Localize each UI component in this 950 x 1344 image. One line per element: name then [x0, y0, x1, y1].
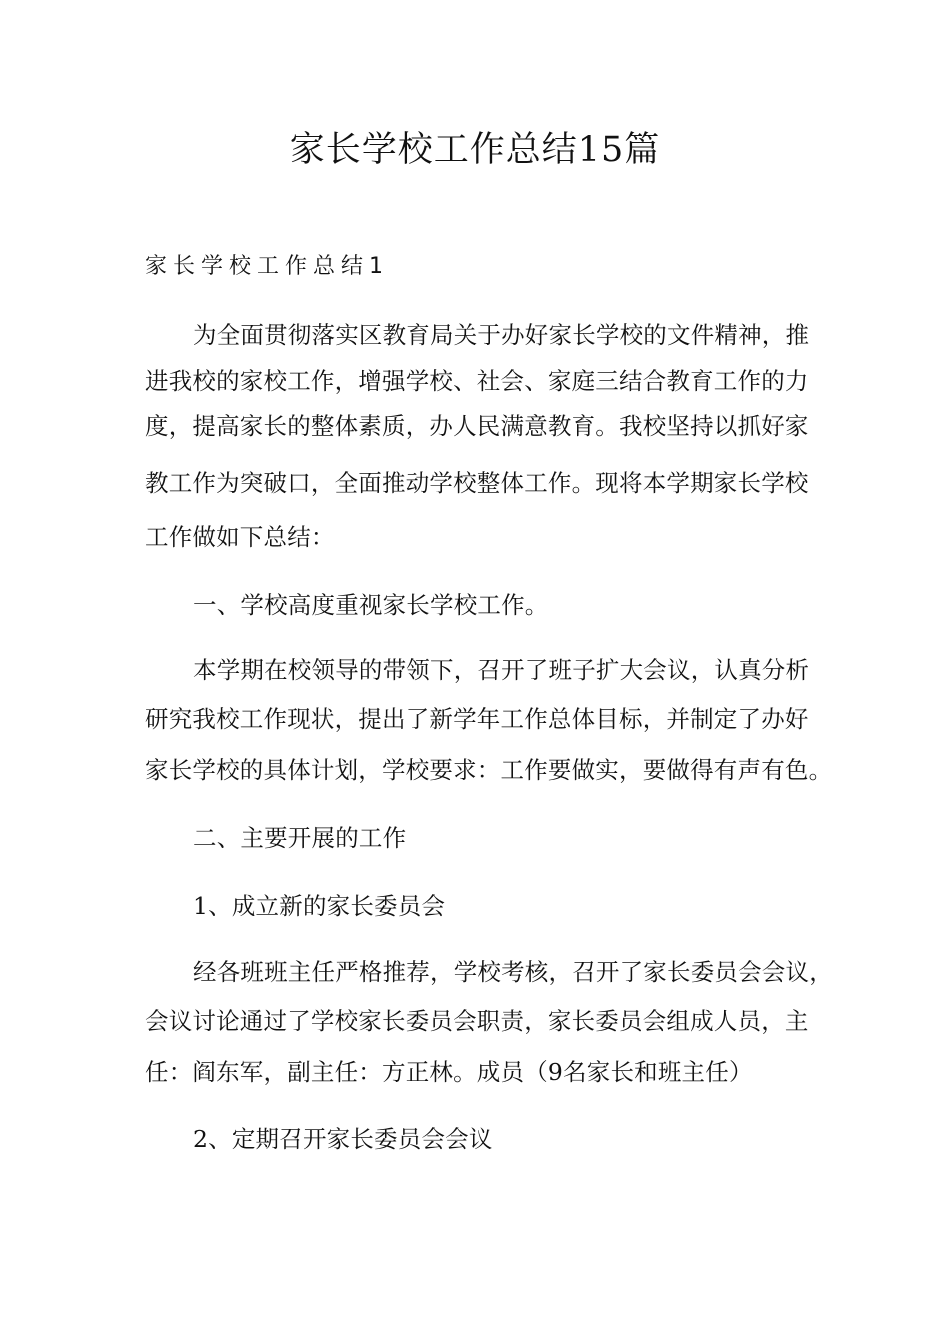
paragraph-line: 教工作为突破口，全面推动学校整体工作。现将本学期家长学校 [145, 469, 809, 497]
paragraph-line: 为全面贯彻落实区教育局关于办好家长学校的文件精神，推 [193, 321, 810, 349]
paragraph-line: 度，提高家长的整体素质，办人民满意教育。我校坚持以抓好家 [145, 412, 809, 440]
heading-line: 一、学校高度重视家长学校工作。 [193, 591, 549, 619]
paragraph-line: 本学期在校领导的带领下，召开了班子扩大会议，认真分析 [193, 656, 810, 684]
subheading-line: 2、定期召开家长委员会会议 [193, 1125, 493, 1153]
paragraph-line: 经各班班主任严格推荐，学校考核，召开了家长委员会会议， [193, 958, 833, 986]
heading-line: 二、主要开展的工作 [193, 824, 407, 852]
paragraph-line: 进我校的家校工作，增强学校、社会、家庭三结合教育工作的力 [145, 367, 809, 395]
section-heading: 家长学校工作总结1 [145, 254, 389, 279]
paragraph-line: 工作做如下总结： [145, 523, 335, 551]
subheading-line: 1、成立新的家长委员会 [193, 892, 446, 920]
document-title: 家长学校工作总结15篇 [289, 130, 661, 170]
paragraph-line: 任：阎东军，副主任：方正林。成员（9名家长和班主任） [145, 1058, 753, 1086]
paragraph-line: 家长学校的具体计划，学校要求：工作要做实，要做得有声有色。 [145, 756, 833, 784]
paragraph-line: 会议讨论通过了学校家长委员会职责，家长委员会组成人员，主 [145, 1007, 809, 1035]
paragraph-line: 研究我校工作现状，提出了新学年工作总体目标，并制定了办好 [145, 705, 809, 733]
